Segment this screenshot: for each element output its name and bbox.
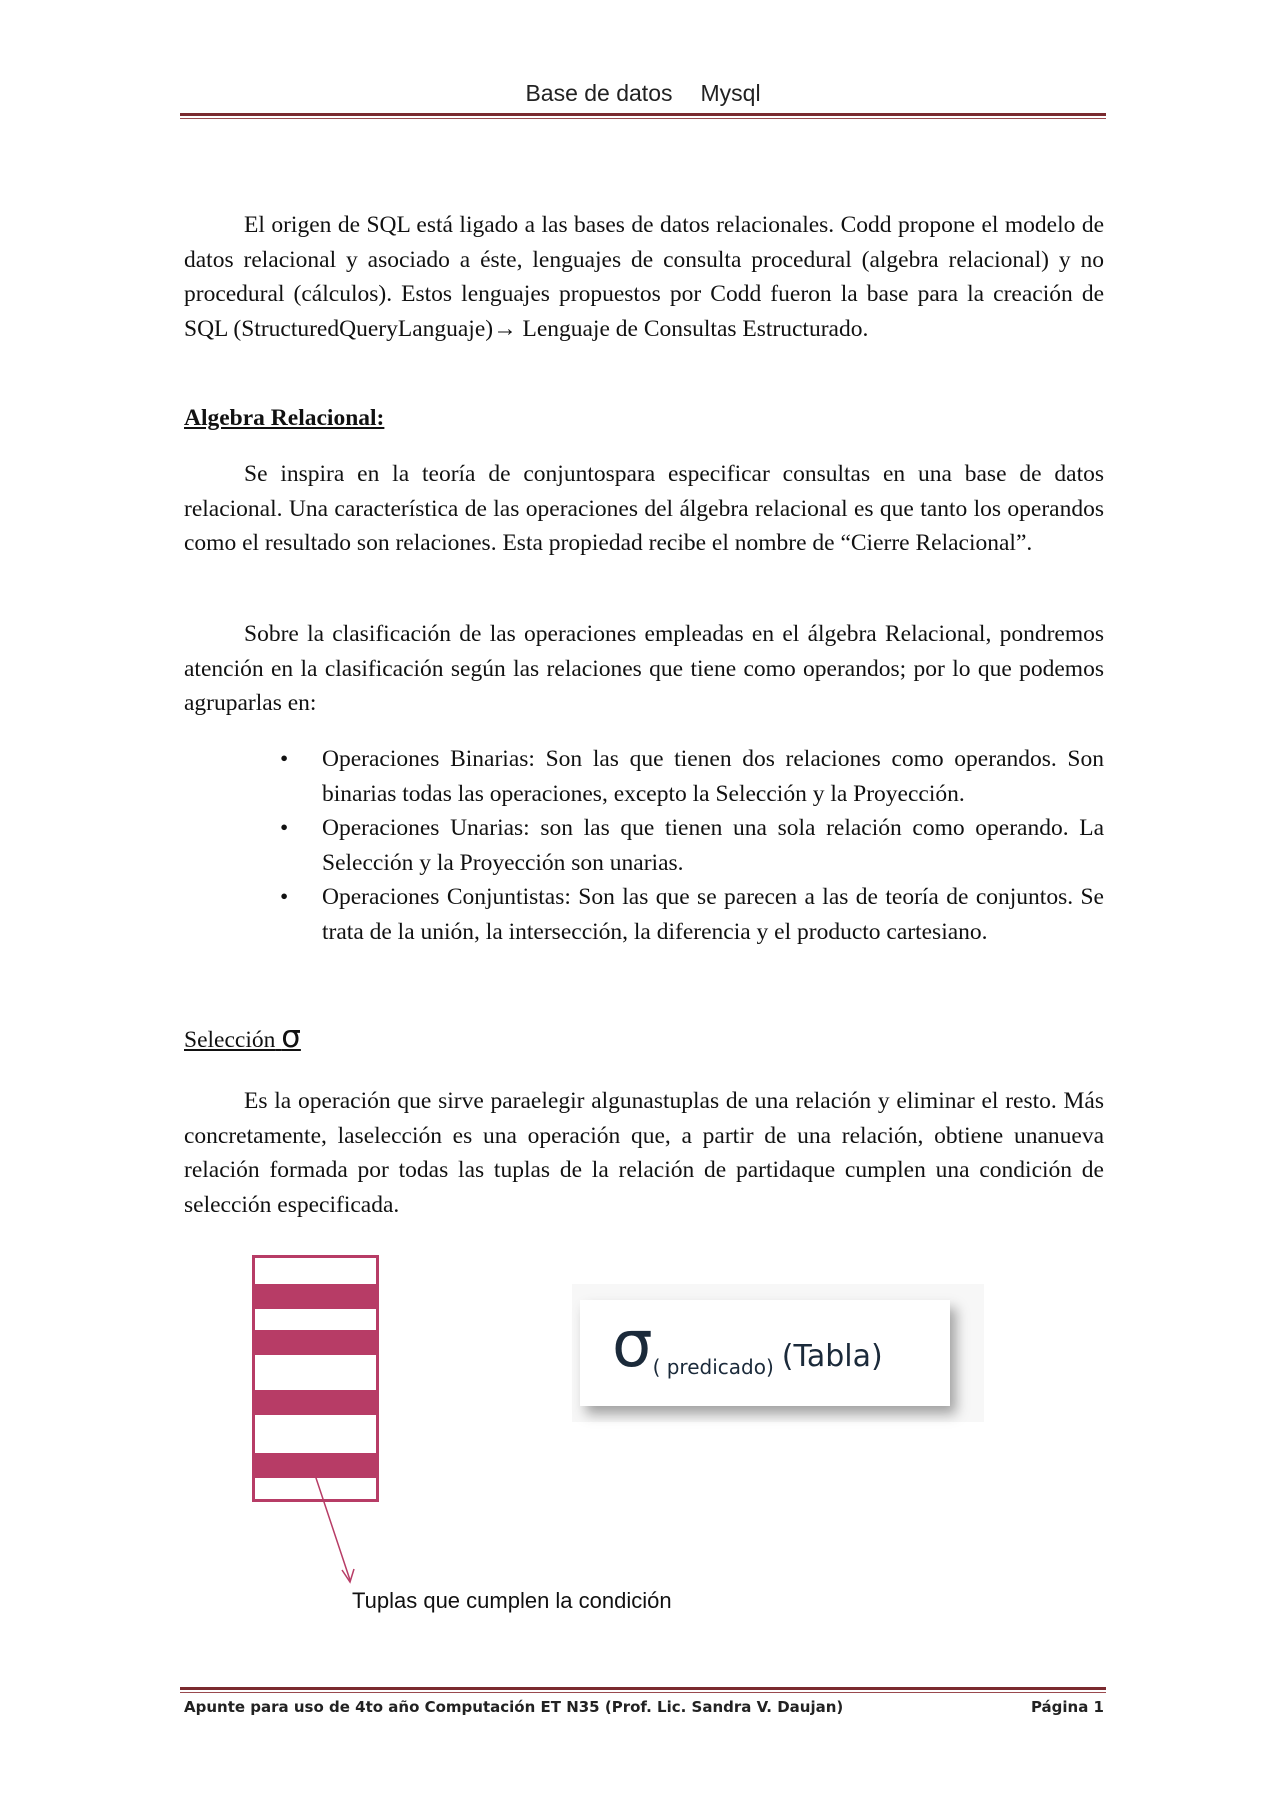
seleccion-heading: [184, 1020, 1104, 1058]
selection-formula: [612, 1308, 883, 1382]
seleccion-paragraph-block: [184, 1084, 1104, 1222]
intro-block: [184, 208, 1104, 346]
arrow-icon: [300, 1470, 370, 1590]
formula-argument: (Tabla): [781, 1339, 883, 1374]
header-rule-thin: [180, 118, 1106, 119]
intro-paragraph: El origen de SQL está ligado a las bases de datos relacionales. Codd propone el modelo de datos relacional y asociado a éste, lenguajes de consulta procedural (algebra relacional) y no procedural (cálculos). Estos lenguajes propuestos por Codd fueron la base para la creación de SQL (StructuredQueryLanguaje)→ Lenguaje de Consultas Estructurado.: [184, 212, 1104, 342]
formula-sigma-icon: σ: [612, 1308, 653, 1382]
bullet-icon: •: [280, 815, 289, 841]
footer-rule: [180, 1687, 1106, 1690]
selected-tuple-stripe: [255, 1330, 376, 1355]
page-number: Página 1: [1030, 1698, 1104, 1716]
algebra-heading: Algebra Relacional:: [184, 405, 385, 431]
list-item: [184, 880, 1104, 949]
selected-tuple-stripe: [255, 1390, 376, 1415]
footer-text: Apunte para uso de 4to año Computación ET N35 (Prof. Lic. Sandra V. Daujan): [184, 1698, 844, 1716]
header-rule: [180, 113, 1106, 116]
operations-list-block: [184, 742, 1104, 949]
list-item-text: Operaciones Binarias: Son las que tienen dos relaciones como operandos. Son binarias todas las operaciones, excepto la Selección y la Proyección.: [322, 746, 1104, 807]
bullet-icon: •: [280, 746, 289, 772]
formula-subscript: ( predicado): [652, 1355, 774, 1379]
algebra-paragraph-1: Se inspira en la teoría de conjuntospara especificar consultas en una base de datos relacional. Una característica de las operaciones del álgebra relacional es que tanto los operandos como el resultado son relaciones. Esta propiedad recibe el nombre de “Cierre Relacional”.: [184, 461, 1104, 556]
header-subtitle: Mysql: [700, 80, 761, 106]
algebra-paragraph-2: Sobre la clasificación de las operaciones empleadas en el álgebra Relacional, pondremos atención en la clasificación según las relaciones que tiene como operandos; por lo que podemos agruparlas en:: [184, 621, 1104, 716]
list-item: [184, 811, 1104, 880]
sigma-icon: σ: [281, 1019, 301, 1055]
relation-table-diagram: [252, 1255, 379, 1502]
operations-list: [184, 742, 1104, 949]
diagram-caption: Tuplas que cumplen la condición: [352, 1588, 672, 1613]
selected-tuple-stripe: [255, 1284, 376, 1309]
algebra-section: [184, 401, 1104, 436]
algebra-paragraph-block: [184, 457, 1104, 561]
bullet-icon: •: [280, 884, 289, 910]
list-item-text: Operaciones Conjuntistas: Son las que se parecen a las de teoría de conjuntos. Se trata de la unión, la intersección, la diferencia y el producto cartesiano.: [322, 884, 1104, 945]
list-item-text: Operaciones Unarias: son las que tienen una sola relación como operando. La Selección y la Proyección son unarias.: [322, 815, 1104, 876]
footer-rule-thin: [180, 1692, 1106, 1693]
seleccion-paragraph: Es la operación que sirve paraelegir algunastuplas de una relación y eliminar el resto. Más concretamente, laselección es una operación que, a partir de una relación, obtiene unanueva relación formada por todas las tuplas de la relación de partidaque cumplen una condición de selección especificada.: [184, 1088, 1104, 1218]
seleccion-heading-block: [184, 1020, 1104, 1058]
seleccion-heading-text: Selección: [184, 1027, 276, 1053]
list-item: [184, 742, 1104, 811]
page-header: [180, 80, 1106, 107]
header-title: Base de datos: [525, 80, 673, 106]
classification-block: [184, 617, 1104, 721]
